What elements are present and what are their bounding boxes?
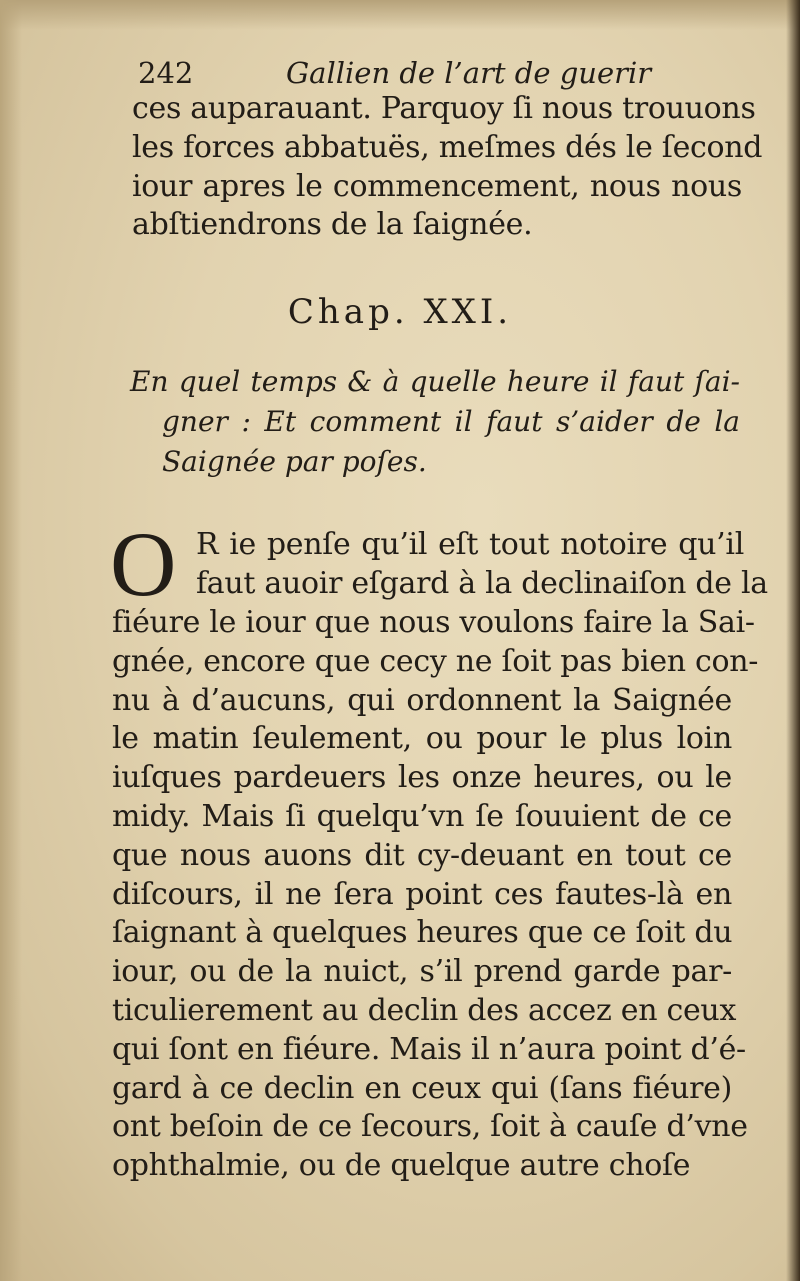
paragraph-body (112, 604, 759, 1186)
drop-cap-lines (196, 526, 768, 604)
text-line: gard à ce declin en ceux qui (ſans fiéure) (112, 1070, 732, 1106)
text-line: diſcours, il ne ſera point ces fautes-là en (112, 876, 732, 912)
text-line: fiéure le iour que nous voulons faire la Sai- (112, 605, 755, 640)
text-line: que nous auons dit cy-deuant en tout ce (112, 837, 732, 873)
text-line: gnée, encore que cecy ne ſoit pas bien con- (112, 643, 759, 679)
chapter-heading: Chap. XXI. (287, 292, 513, 332)
text-line: ces auparauant. Parquoy ſi nous trouuons (132, 91, 756, 126)
subheading-line: En quel temps & à quelle heure il faut ſai- (130, 365, 740, 398)
text-line: iuſques pardeuers les onze heures, ou le (112, 760, 732, 796)
text-line: nu à d’aucuns, qui ordonnent la Saignée (112, 682, 732, 718)
text-line: ticulierement au declin des accez en ceux (112, 992, 737, 1028)
text-line: ophthalmie, ou de quelque autre choſe (112, 1148, 691, 1184)
page-edge-left-shadow (0, 0, 22, 1281)
subheading-line: Saignée par poſes. (162, 445, 427, 478)
text-line: R ie penſe qu’il eſt tout notoire qu’il (196, 527, 744, 562)
text-line: abſtiendrons de la ſaignée. (132, 207, 533, 243)
text-line: les forces abbatuës, meſmes dés le ſecond (132, 129, 763, 165)
text-line: midy. Mais ſi quelqu’vn ſe ſouuient de ce (112, 798, 732, 834)
text-line: faut auoir eſgard à la declinaiſon de la (196, 565, 768, 601)
page-edge-top-shadow (0, 0, 800, 30)
subheading-line: gner : Et comment il faut s’aider de la (162, 405, 740, 438)
running-title: Gallien de l’art de guerir (286, 56, 652, 90)
text-line: ſaignant à quelques heures que ce ſoit du (112, 915, 733, 951)
continued-text (132, 90, 763, 245)
page-edge-right-shadow (786, 0, 800, 1281)
text-line: iour, ou de la nuict, s’il prend garde par- (112, 954, 732, 990)
chapter-subheading (130, 362, 740, 482)
text-line: qui ſont en fiéure. Mais il n’aura point d’é- (112, 1031, 746, 1067)
text-line: le matin ſeulement, ou pour le plus loin (112, 721, 732, 757)
page-number: 242 (138, 56, 194, 90)
drop-cap: O (110, 513, 177, 615)
text-line: iour apres le commencement, nous nous (132, 168, 742, 204)
text-line: ont beſoin de ce ſecours, ſoit à cauſe d’vne (112, 1109, 748, 1145)
